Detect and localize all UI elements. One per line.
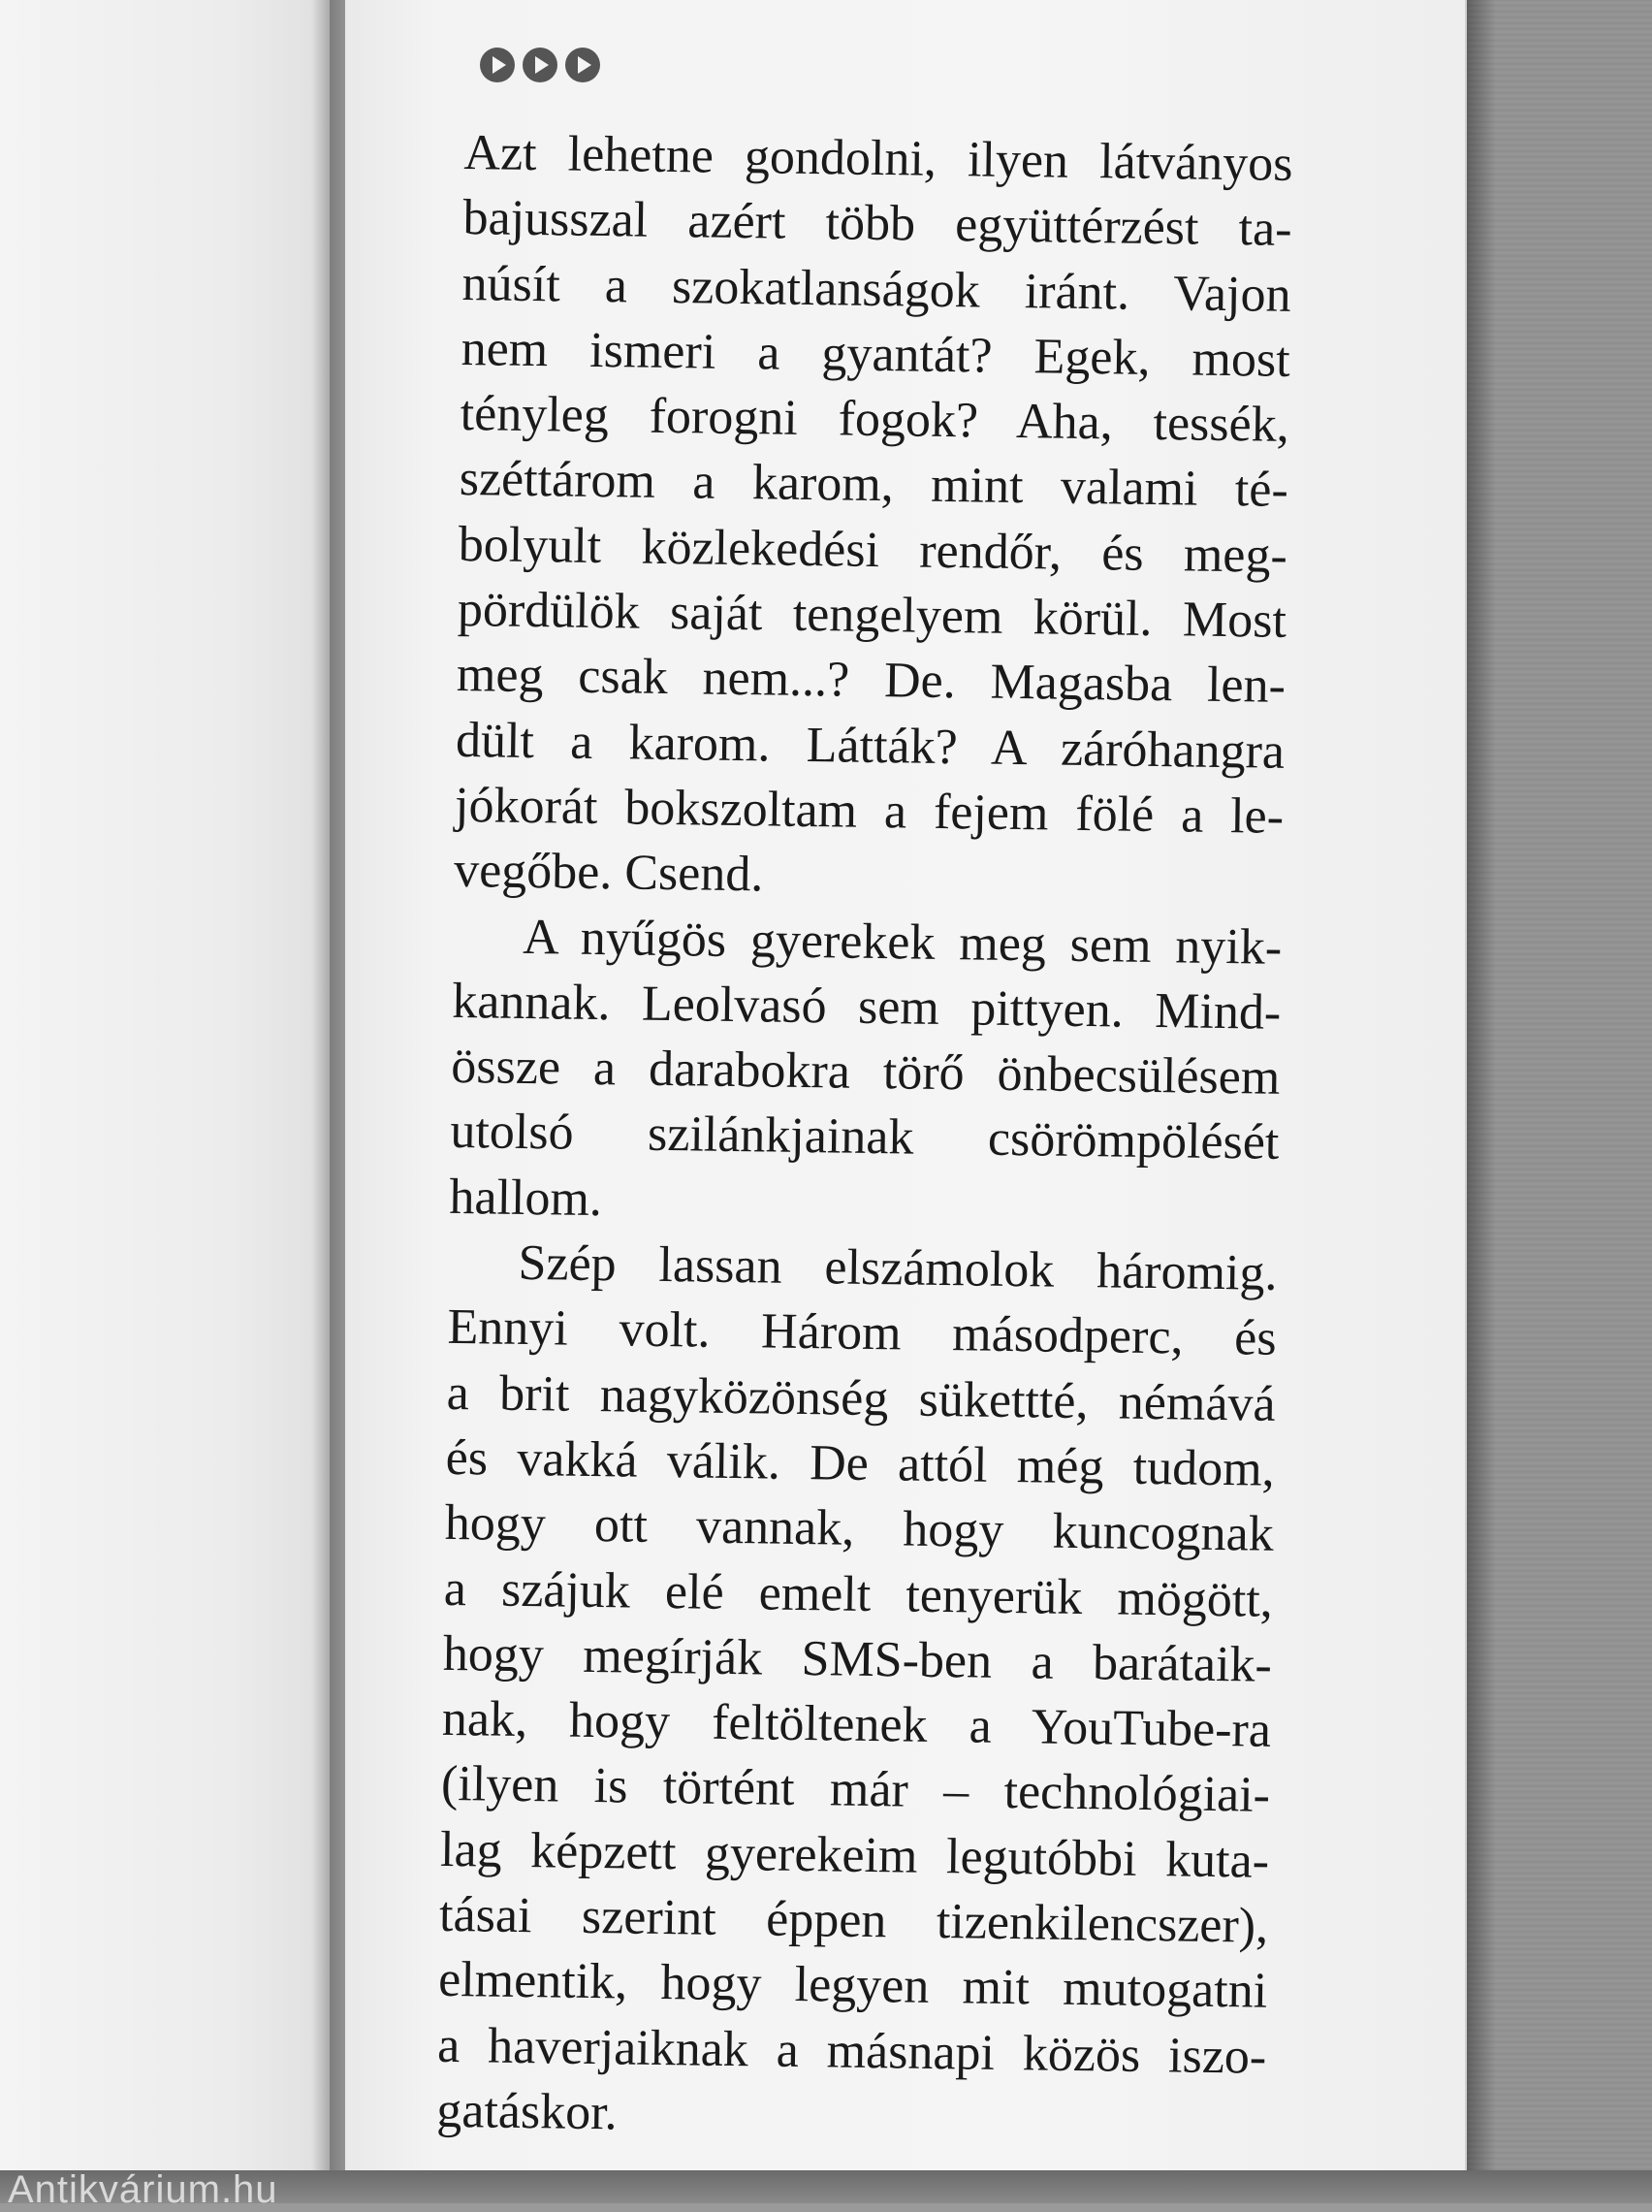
- text-line: bolyult közlekedési rendőr, és meg-: [458, 516, 1288, 584]
- text-line: jókorát bokszoltam a fejem fölé a le-: [454, 777, 1285, 845]
- left-page-cover: [0, 0, 330, 2203]
- text-line: gatáskor.: [435, 2082, 619, 2141]
- text-line: kannak. Leolvasó sem pittyen. Mind-: [451, 973, 1282, 1041]
- text-line: bajusszal azért több együttérzést ta-: [462, 190, 1292, 258]
- text-line: Szép lassan elszámolok háromig.: [518, 1234, 1278, 1301]
- text-line: hallom.: [449, 1169, 603, 1227]
- text-line: a haverjaiknak a másnapi közös iszo-: [436, 2017, 1267, 2085]
- text-line: nem ismeri a gyantát? Egek, most: [461, 320, 1291, 388]
- text-line: Azt lehetne gondolni, ilyen látványos: [463, 124, 1293, 192]
- text-line: lag képzett gyerekeim legutóbbi kuta-: [439, 1821, 1270, 1889]
- play-circle-icon: [564, 47, 601, 83]
- spine-shadow: [312, 0, 345, 2203]
- body-text: [436, 120, 1434, 2157]
- paragraph-2: [449, 903, 1423, 1242]
- play-circle-icon: [479, 47, 516, 83]
- text-line: a brit nagyközönség sükettté, némává: [446, 1364, 1276, 1432]
- text-line: (ilyen is történt már – technológiai-: [440, 1756, 1271, 1824]
- text-line: nak, hogy feltöltenek a YouTube-ra: [441, 1690, 1272, 1758]
- watermark-text: Antikvárium.hu: [8, 2168, 278, 2211]
- nav-icons: [479, 47, 601, 83]
- text-line: és vakká válik. De attól még tudom,: [445, 1429, 1276, 1497]
- text-line: elmentik, hogy legyen mit mutogatni: [437, 1952, 1268, 2020]
- text-line: a szájuk elé emelt tenyerük mögött,: [443, 1560, 1274, 1628]
- text-line: hogy megírják SMS-ben a barátaik-: [442, 1625, 1273, 1693]
- paragraph-1: [454, 120, 1434, 916]
- text-line: utolsó szilánkjainak csörömpölését: [450, 1104, 1280, 1171]
- text-line: tényleg forogni fogok? Aha, tessék,: [460, 386, 1290, 454]
- paragraph-3: [436, 1230, 1418, 2157]
- text-line: össze a darabokra törő önbecsülésem: [450, 1039, 1281, 1106]
- text-line: dült a karom. Látták? A záróhangra: [455, 712, 1286, 780]
- text-line: Ennyi volt. Három másodperc, és: [447, 1299, 1277, 1367]
- text-line: pördülök saját tengelyem körül. Most: [457, 582, 1287, 649]
- text-line: A nyűgös gyerekek meg sem nyik-: [522, 909, 1283, 976]
- play-circle-icon: [522, 47, 558, 83]
- text-line: hogy ott vannak, hogy kuncognak: [444, 1495, 1275, 1563]
- text-line: vegőbe. Csend.: [453, 843, 764, 903]
- book-page: [345, 0, 1465, 2203]
- text-line: meg csak nem...? De. Magasba len-: [456, 647, 1287, 715]
- text-line: széttárom a karom, mint valami té-: [459, 451, 1289, 519]
- background-surface: [1467, 0, 1652, 2203]
- text-line: núsít a szokatlanságok iránt. Vajon: [461, 255, 1291, 323]
- text-line: tásai szerint éppen tizenkilencszer),: [438, 1886, 1269, 1954]
